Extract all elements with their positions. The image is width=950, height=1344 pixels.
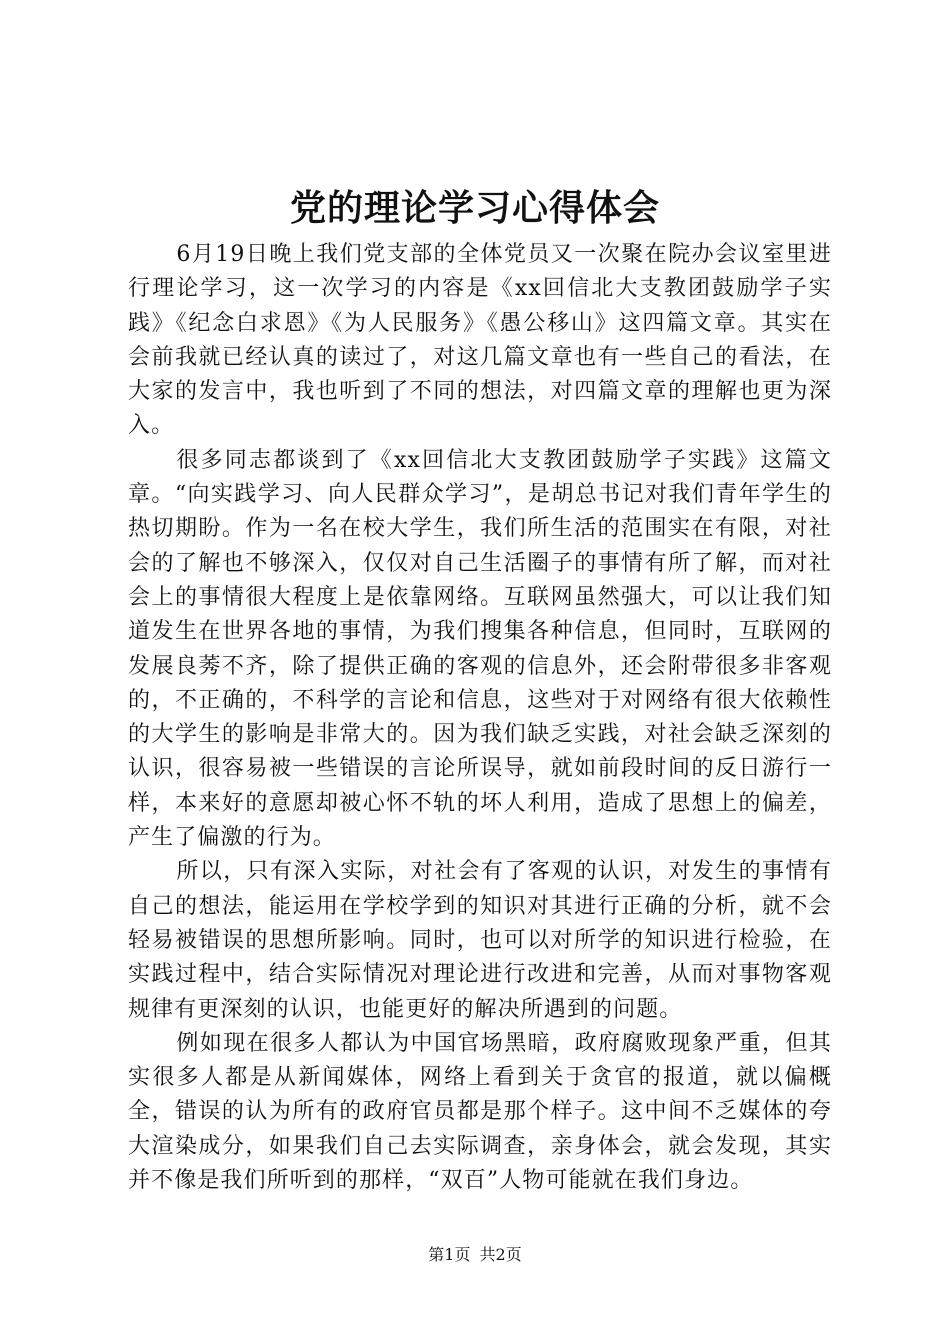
- page-total: 共2页: [479, 1245, 522, 1264]
- document-body: [128, 238, 832, 1198]
- page-footer: [0, 1243, 950, 1267]
- paragraph-2: 很多同志都谈到了《xx回信北大支教团鼓励学子实践》这篇文章。“向实践学习、向人民群众学习”，是胡总书记对我们青年学生的热切期盼。作为一名在校大学生，我们所生活的范围实在有限，对社会的了解也不够深入，仅仅对自己生活圈子的事情有所了解，而对社会上的事情很大程度上是依靠网络。互联网虽然强大，可以让我们知道发生在世界各地的事情，为我们搜集各种信息，但同时，互联网的发展良莠不齐，除了提供正确的客观的信息外，还会附带很多非客观的，不正确的，不科学的言论和信息，这些对于对网络有很大依赖性的大学生的影响是非常大的。因为我们缺乏实践，对社会缺乏深刻的认识，很容易被一些错误的言论所误导，就如前段时间的反日游行一样，本来好的意愿却被心怀不轨的坏人利用，造成了思想上的偏差，产生了偏激的行为。: [128, 447, 832, 851]
- paragraph-4: 例如现在很多人都认为中国官场黑暗，政府腐败现象严重，但其实很多人都是从新闻媒体，网络上看到关于贪官的报道，就以偏概全，错误的认为所有的政府官员都是那个样子。这中间不乏媒体的夸大渲染成分，如果我们自己去实际调查，亲身体会，就会发现，其实并不像是我们所听到的那样，“双百”人物可能就在我们身边。: [128, 1030, 832, 1194]
- paragraph-3: 所以，只有深入实际，对社会有了客观的认识，对发生的事情有自己的想法，能运用在学校学到的知识对其进行正确的分析，就不会轻易被错误的思想所影响。同时，也可以对所学的知识进行检验，在实践过程中，结合实际情况对理论进行改进和完善，从而对事物客观规律有更深刻的认识，也能更好的解决所遇到的问题。: [128, 859, 832, 1022]
- page-number: 第1页: [428, 1245, 471, 1264]
- document-title: 党的理论学习心得体会: [289, 187, 660, 229]
- paragraph-1: 6月19日晚上我们党支部的全体党员又一次聚在院办会议室里进行理论学习，这一次学习的内容是《xx回信北大支教团鼓励学子实践》《纪念白求恩》《为人民服务》《愚公移山》这四篇文章。其实在会前我就已经认真的读过了，对这几篇文章也有一些自己的看法，在大家的发言中，我也听到了不同的想法，对四篇文章的理解也更为深入。: [128, 242, 832, 439]
